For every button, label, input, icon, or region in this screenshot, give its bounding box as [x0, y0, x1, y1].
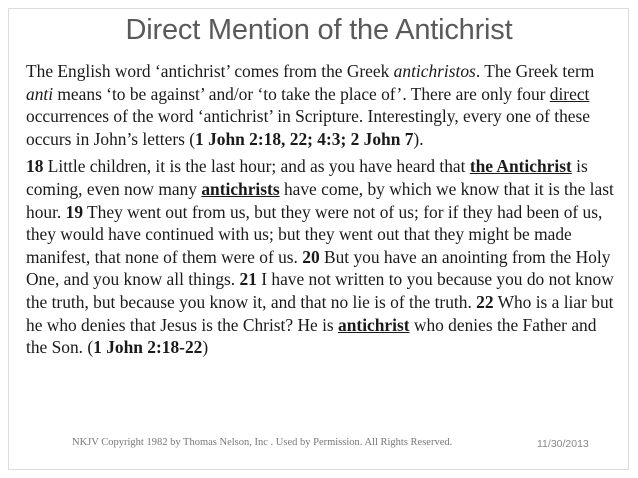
passage-text: is coming, even now many [26, 156, 588, 199]
passage-text: I have not written to you because you do not know the truth, but because you know it, and that no lie is of the truth. [26, 269, 614, 312]
passage-text: have come, by which we know that it is the last hour. [26, 178, 614, 222]
intro-text: ). [413, 128, 424, 149]
intro-text: . The Greek term [475, 61, 595, 81]
verse-number: 20 [302, 246, 320, 267]
slide-body [26, 60, 622, 359]
emphasis-antichrists: antichrists [201, 178, 280, 199]
intro-paragraph [26, 60, 622, 150]
scripture-references: 1 John 2:18, 22; 4:3; 2 John 7 [195, 128, 414, 149]
passage-text: Little children, it is the last hour; and as you have heard that [43, 156, 470, 177]
intro-text: means ‘to be against’ and/or ‘to take the place of’. There are only four [53, 83, 550, 104]
passage-text: Who is a liar but he who denies that Jesus is the Christ? He is [26, 291, 614, 335]
greek-word: antichristos [393, 61, 476, 81]
passage-text: who denies the Father and the Son. ( [26, 314, 597, 358]
passage-text: They went out from us, but they were not of us; for if they had been of us, they would have continued with us; but they went out that they might be made manifest, that none of them were of us. [26, 201, 603, 267]
direct-word: direct [549, 83, 590, 104]
slide-title: Direct Mention of the Antichrist [125, 14, 513, 46]
verse-number: 21 [239, 269, 257, 290]
intro-text: The English word ‘antichrist’ comes from the Greek [26, 61, 394, 81]
copyright-footer: NKJV Copyright 1982 by Thomas Nelson, Inc . Used by Permission. All Rights Reserved. [72, 437, 453, 448]
anti-word: anti [26, 83, 54, 104]
verse-number: 18 [26, 156, 44, 177]
verse-number: 19 [65, 201, 84, 222]
passage-text: But you have an anointing from the Holy One, and you know all things. [26, 246, 611, 290]
intro-text: occurrences of the word ‘antichrist’ in Scripture. Interestingly, every one of these occurs in John’s letters ( [26, 106, 591, 149]
passage-text: ) [202, 337, 209, 358]
passage-reference: 1 John 2:18-22 [93, 337, 203, 358]
scripture-passage [26, 155, 622, 358]
slide-date: 11/30/2013 [537, 438, 589, 450]
emphasis-antichrist: antichrist [338, 314, 410, 335]
emphasis-the-antichrist: the Antichrist [469, 156, 572, 177]
verse-number: 22 [476, 291, 494, 312]
